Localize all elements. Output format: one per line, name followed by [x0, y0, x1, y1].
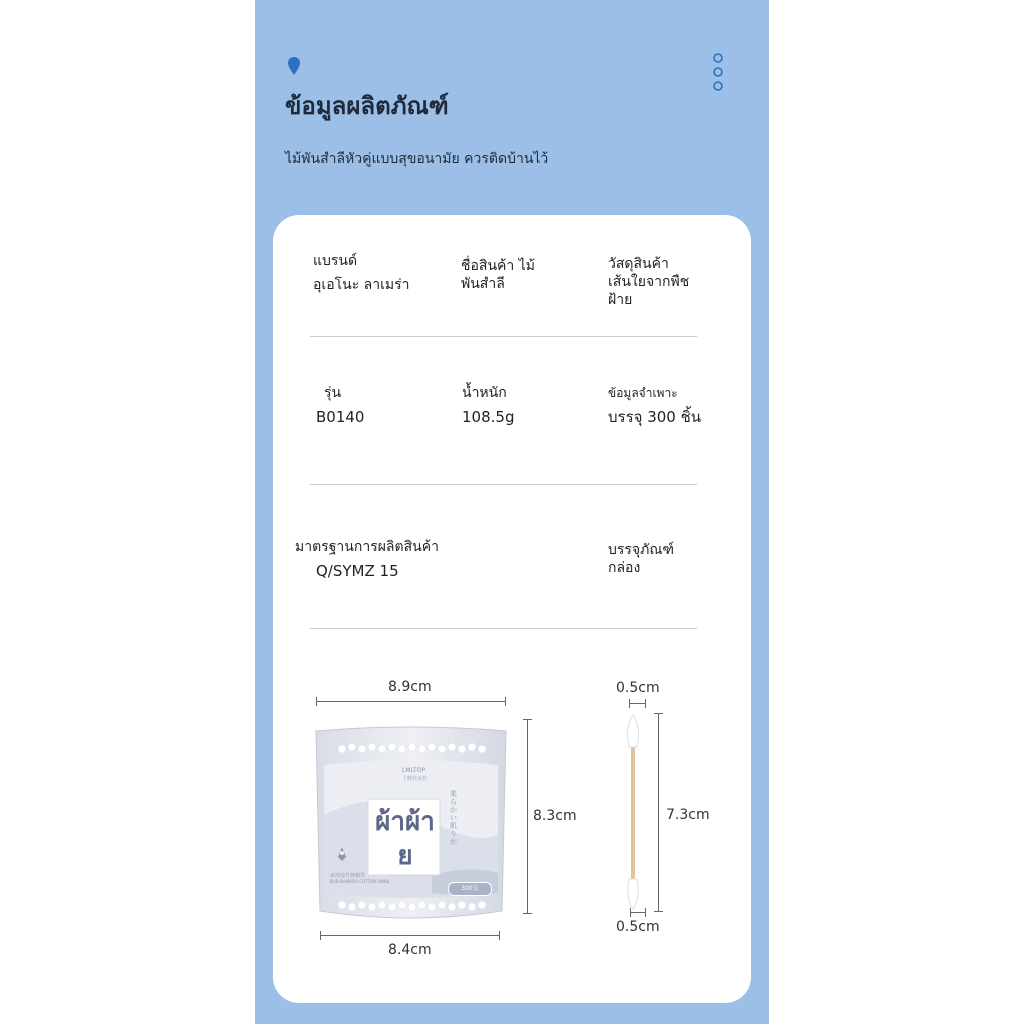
spec-label: รุ่น — [324, 385, 342, 401]
jar-bottom-width: 8.4cm — [388, 942, 432, 958]
jar-count-badge: 300支 — [448, 882, 492, 896]
dimension-tick — [316, 697, 317, 706]
more-vertical-icon[interactable] — [712, 52, 724, 92]
spec-model — [316, 384, 436, 426]
dimension-tick — [629, 699, 630, 708]
divider — [310, 484, 697, 485]
spec-label: แบรนด์ — [313, 253, 358, 269]
divider — [310, 628, 697, 629]
dimension-tick — [320, 931, 321, 940]
dimension-tick — [499, 931, 500, 940]
spec-label: มาตรฐานการผลิตสินค้า — [295, 539, 439, 555]
spec-product-name — [461, 257, 551, 293]
jar-main-label: ผ้าผ้าย — [375, 807, 435, 871]
jar-small-en-text: BUD BAMBOO COTTON SWAB — [330, 879, 390, 884]
dimension-line — [320, 935, 500, 936]
spec-value: อุเอโนะ ลาเมร่า — [313, 277, 410, 293]
spec-label: บรรจุภัณฑ์ กล่อง — [608, 542, 674, 576]
spec-label: ข้อมูลจำเพาะ — [608, 386, 678, 400]
page-title: ข้อมูลผลิตภัณฑ์ — [285, 92, 449, 120]
jar-brand: LMLTOP — [402, 767, 426, 774]
dimension-line — [629, 703, 646, 704]
dimension-tick — [654, 713, 663, 714]
jar-small-text: 多用途竹棒棉签 — [330, 873, 366, 879]
jar-height: 8.3cm — [533, 808, 577, 824]
location-pin-icon — [287, 56, 301, 76]
spec-label: น้ำหนัก — [462, 385, 507, 401]
spec-brand — [313, 252, 433, 294]
page-subtitle: ไม้พันสำลีหัวคู่แบบสุขอนามัย ควรติดบ้านไว้ — [285, 151, 549, 167]
jar-top-width: 8.9cm — [388, 679, 432, 695]
dimension-tick — [523, 719, 532, 720]
spec-label: วัสดุสินค้า เส้นใยจากพืชฝ้าย — [608, 256, 690, 308]
jar-brand-sub: 上野拉美拉 — [402, 776, 428, 782]
dimension-line — [316, 701, 506, 702]
swab-bottom-width: 0.5cm — [616, 919, 660, 935]
spec-weight — [462, 384, 582, 426]
spec-material — [608, 255, 700, 309]
spec-specification — [608, 384, 728, 426]
spec-packaging — [608, 541, 688, 577]
swab-length: 7.3cm — [666, 807, 710, 823]
dimension-tick — [505, 697, 506, 706]
dimension-line — [527, 719, 528, 914]
spec-value: Q/SYMZ 15 — [316, 562, 399, 580]
dimension-tick — [523, 913, 532, 914]
dimension-tick — [645, 699, 646, 708]
spec-value: B0140 — [316, 408, 365, 426]
spec-value: บรรจุ 300 ชิ้น — [608, 408, 702, 426]
cotton-swab-image — [620, 713, 646, 913]
jar-vertical-text: 柔らかい 肌りが — [450, 790, 457, 846]
divider — [310, 336, 697, 337]
spec-standard — [295, 538, 465, 580]
swab-top-width: 0.5cm — [616, 680, 660, 696]
dimension-line — [658, 713, 659, 912]
spec-value: 108.5g — [462, 408, 515, 426]
dimension-tick — [654, 911, 663, 912]
spec-label: ชื่อสินค้า ไม้พันสำลี — [461, 258, 535, 292]
